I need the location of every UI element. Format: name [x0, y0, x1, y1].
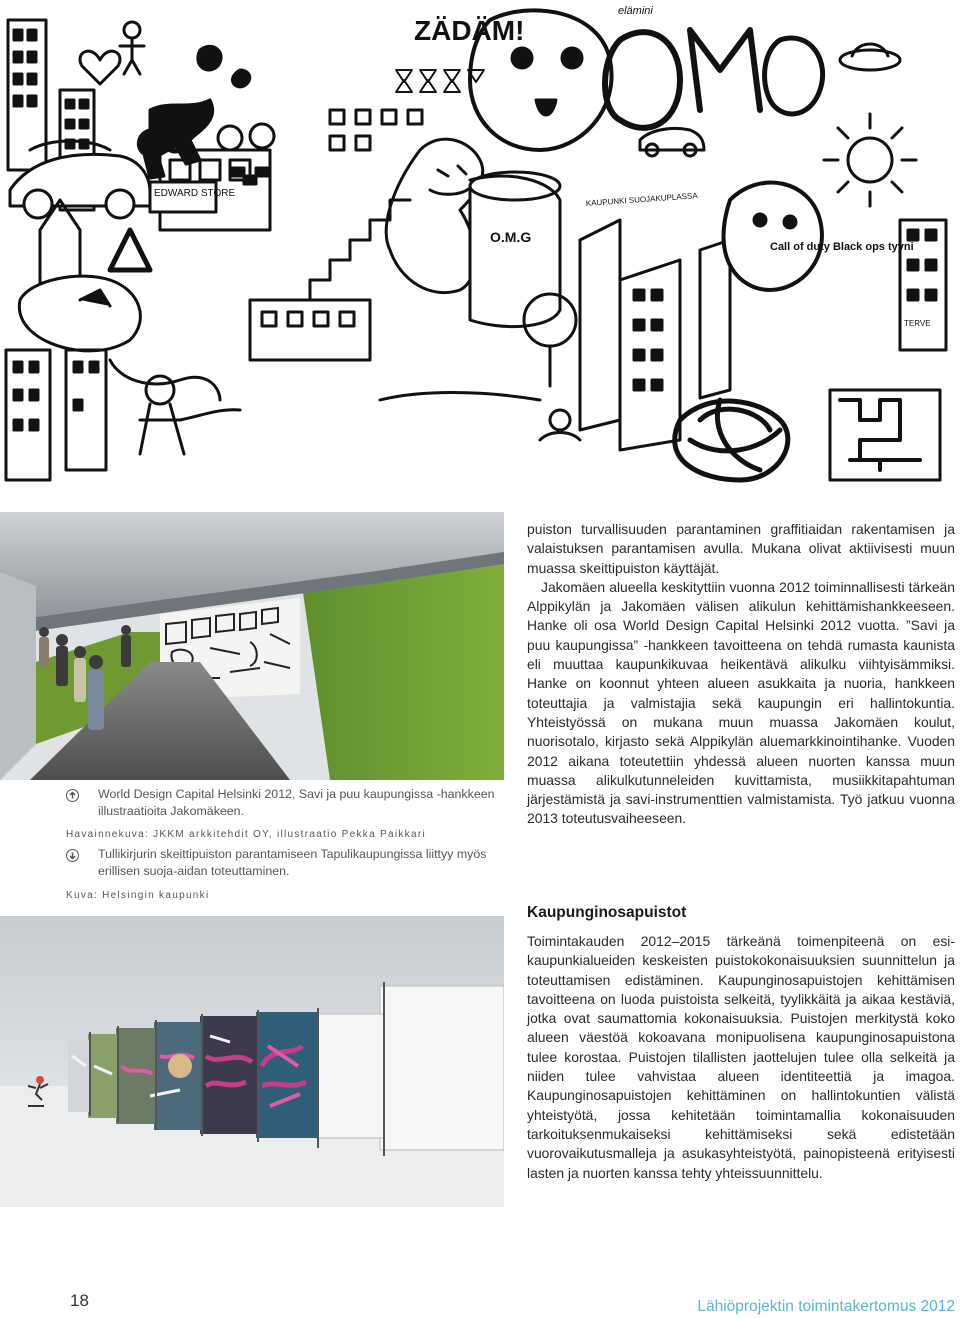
paragraph-2: Jakomäen alueella keskityttiin vuonna 2012 toiminnallisesti tärkeän Alppikylän ja Jakomäen välisen alikulun kehittämishankkeeseen. Hanke oli osa World Design Capital Helsinki 2012 vuotta. ”Savi ja puu kaupungissa” -hankkeen tavoitteena on tehdä rumasta kaunista eli muuttaa kaupunkikuvaa heikentävä alikulku viihtyisämmiksi. Hanke on koonnut yhteen alueen asukkaita ja nuoria, hankkeen toteuttajia ja valmistajia sekä kaupungin eri hallintokuntia. Yhteistyössä on mukana muun muassa Jakomäen koulut, nuorisotalo, kirjasto sekä Alppikylän aluemarkkinointihanke. Vuoden 2012 aikana toteutettiin yhdessä alueen nuorten kanssa muun muassa alikulkutunneleiden kuvittamista, musiikkitapahtuman järjestämistä ja savi-instrumenttien valmistamista. Työ jatkuu vuonna 2013 toteutusvaiheeseen. [527, 578, 955, 827]
caption-1-text: World Design Capital Helsinki 2012, Savi ja puu kaupungissa -hankkeen illustraatioita Jakomäkeen. [98, 787, 495, 818]
omg-text: O.M.G [490, 229, 532, 245]
childrens-drawing-illustration [0, 0, 960, 492]
edward-store-sign: EDWARD STORE [154, 188, 236, 199]
page-number: 18 [70, 1291, 89, 1310]
caption-2-credit: Kuva: Helsingin kaupunki [66, 890, 210, 901]
caption-1 [66, 786, 502, 820]
zadam-text: ZÄDÄM! [414, 15, 525, 46]
graffiti-wall-illustration [0, 916, 504, 1207]
caption-2-text: Tullikirjurin skeittipuiston parantamiseen Tapulikaupungissa liittyy myös erillisen suoja-aidan toteuttaminen. [98, 847, 487, 878]
paragraph-1: puiston turvallisuuden parantaminen graffitiaidan rakentamisen ja valaistuksen parantamisen avulla. Mukana olivat aktiivisesti muun muassa skeittipuiston käyttäjät. [527, 521, 955, 576]
caption-1-credit: Havainnekuva: JKKM arkkitehdit OY, illustraatio Pekka Paikkari [66, 829, 426, 840]
body-column-2 [527, 932, 955, 1183]
body-column [527, 520, 955, 829]
arrow-up-icon [66, 789, 79, 802]
caption-2 [66, 846, 502, 880]
underpass-illustration [0, 512, 504, 780]
paragraph-3: Toimintakauden 2012–2015 tärkeänä toimenpiteenä on esikaupunkialueiden keskeisten puistokokonaisuuksien suunnittelun ja toteuttamisen edistäminen. Kaupunginosapuistojen kehittämisen tavoitteena on luoda puistoista selkeitä, tyylikkäitä ja aikaa kestäviä, jotka ovat saumattomia kokonaisuuksia. Puistojen merkitystä koko alueen väestöä kokoavana monipuolisena kaupunginosapuistona tulee korostaa. Puistojen tilallisten jaottelujen tulee olla selkeitä ja niiden tulee vahvistaa alueen identiteettiä ja imagoa. Kaupunginosapuistojen kehittäminen on hallintokuntien välistä yhteistyötä, jossa kehitetään toimintamallia kokonaisuuden tarkoituksenmukaiseksi kehittämiseksi sekä edistetään vuorovaikutusmalleja ja asukasyhteistyötä, painopisteenä erityisesti lasten ja nuorten kanssa tehty yhteissuunnittelu. [527, 933, 955, 1181]
arrow-down-icon [66, 849, 79, 862]
publication-title: Lähiöprojektin toimintakertomus 2012 [697, 1298, 955, 1315]
elamini-text: elämini [618, 5, 653, 17]
suojakupla-text: KAUPUNKI SUOJAKUPLASSA [585, 191, 698, 208]
call-of-duty-text: Call of duty Black ops tyyni [770, 241, 914, 253]
terve-text: TERVE [904, 319, 931, 328]
section-heading: Kaupunginosapuistot [527, 904, 687, 921]
